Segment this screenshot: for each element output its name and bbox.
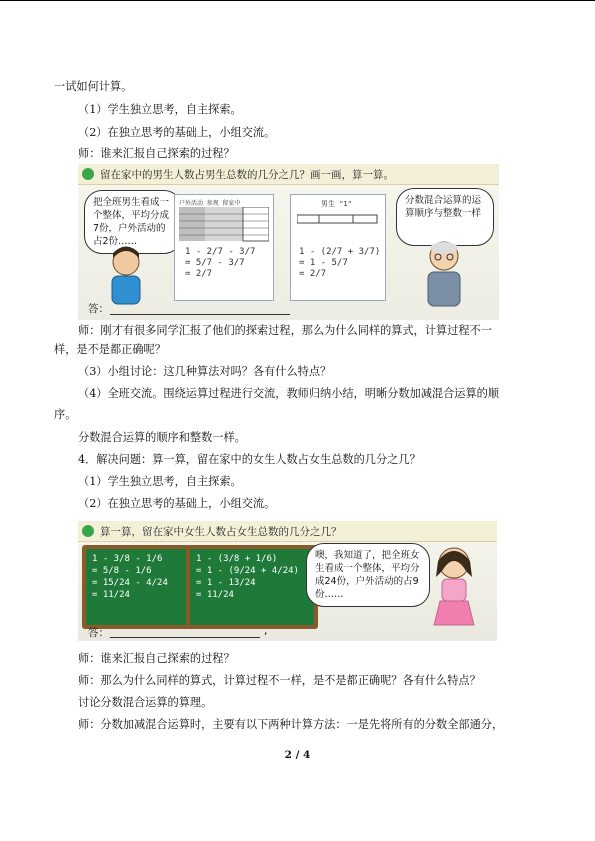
calc-line: = 11/24 — [196, 590, 234, 600]
paragraph: 序。 — [54, 408, 77, 421]
calc-line: 1 - (3/8 + 1/6) — [196, 554, 278, 564]
calc-line: = 2/7 — [185, 269, 213, 279]
page-number: 2 / 4 — [284, 749, 311, 761]
paragraph: （1）学生独立思考，自主探索。 — [78, 475, 242, 488]
paragraph: （4）全班交流。围绕运算过程进行交流，教师归纳小结，明晰分数加减混合运算的顺 — [78, 387, 500, 400]
calc-line: = 2/7 — [299, 269, 327, 279]
paragraph: 师：谁来汇报自己探索的过程？ — [78, 147, 235, 160]
figure-banner — [78, 521, 497, 542]
speech-bubble-boy: 把全班男生看成一个整体，平均分成7份，户外活动的占2份…… — [84, 190, 182, 254]
answer-label: 答： — [88, 303, 109, 315]
calc-line: = 1 - 5/7 — [299, 258, 348, 268]
calc-line: = 5/8 - 1/6 — [92, 566, 152, 576]
paragraph: 师：谁来汇报自己探索的过程？ — [78, 652, 235, 665]
paragraph: 师：刚才有很多同学汇报了他们的探索过程，那么为什么同样的算式，计算过程不一 — [78, 324, 492, 337]
paragraph: （1）学生独立思考，自主探索。 — [78, 103, 242, 116]
bar-grid-icon — [179, 207, 269, 243]
paper-left-header: 户外活动 参观 留家中 — [179, 200, 241, 207]
answer-comma: , — [264, 625, 268, 637]
paragraph: 4．解决问题：算一算，留在家中的女生人数占女生总数的几分之几？ — [78, 453, 421, 466]
answer-line — [110, 637, 260, 638]
chalkboard-left — [82, 545, 190, 629]
green-dot-icon — [82, 525, 94, 537]
green-dot-icon — [82, 168, 94, 180]
figure-banner-text: 算一算，留在家中女生人数占女生总数的几分之几？ — [100, 526, 342, 538]
answer-label: 答： — [88, 627, 109, 639]
calc-line: 1 - 3/8 - 1/6 — [92, 554, 163, 564]
paper-left-calc — [185, 247, 255, 280]
paper-diagram-left — [174, 194, 274, 301]
paragraph: （2）在独立思考的基础上，小组交流。 — [78, 497, 276, 510]
teacher-figure-icon — [414, 238, 474, 310]
calc-line: 1 - (2/7 + 3/7) — [299, 247, 381, 257]
calc-line: = 11/24 — [92, 590, 130, 600]
figure-girls-problem — [78, 521, 497, 641]
paragraph: 师：分数加减混合运算时，主要有以下两种计算方法：一是先将所有的分数全部通分， — [78, 718, 504, 731]
chalkboard-right — [186, 545, 318, 629]
speech-bubble-teacher: 分数混合运算的运算顺序与整数一样 — [396, 188, 494, 246]
calc-line: = 5/7 - 3/7 — [185, 258, 245, 268]
paragraph: 师：那么为什么同样的算式，计算过程不一样，是不是都正确呢？各有什么特点？ — [78, 674, 481, 687]
calc-line: = 1 - (9/24 + 4/24) — [196, 566, 299, 576]
figure-banner — [78, 164, 499, 185]
figure-boys-problem — [78, 164, 499, 320]
boy-figure-icon — [100, 244, 156, 308]
paper-right-calc — [299, 247, 380, 280]
answer-line — [110, 314, 290, 315]
segment-line-icon — [297, 209, 379, 231]
calc-line: 1 - 2/7 - 3/7 — [185, 247, 256, 257]
top-rule — [0, 0, 595, 1]
paragraph: 讨论分数混合运算的算理。 — [78, 696, 213, 709]
paragraph: （2）在独立思考的基础上，小组交流。 — [78, 126, 276, 139]
calc-line: = 15/24 - 4/24 — [92, 578, 168, 588]
paragraph: （3）小组讨论：这几种算法对吗？各有什么特点？ — [78, 365, 332, 378]
calc-line: = 1 - 13/24 — [196, 578, 256, 588]
figure-banner-text: 留在家中的男生人数占男生总数的几分之几？画一画，算一算。 — [100, 169, 394, 181]
girl-figure-icon — [426, 541, 486, 639]
paragraph: 分数混合运算的顺序和整数一样。 — [78, 431, 246, 444]
paragraph: 样，是不是都正确呢？ — [54, 343, 166, 356]
speech-bubble-girl: 噢，我知道了，把全班女生看成一个整体，平均分成24份，户外活动的占9份…… — [306, 543, 430, 607]
paper-diagram-right — [290, 194, 386, 301]
paragraph: 一试如何计算。 — [54, 80, 133, 93]
paper-right-header: 男生 "1" — [321, 200, 352, 208]
